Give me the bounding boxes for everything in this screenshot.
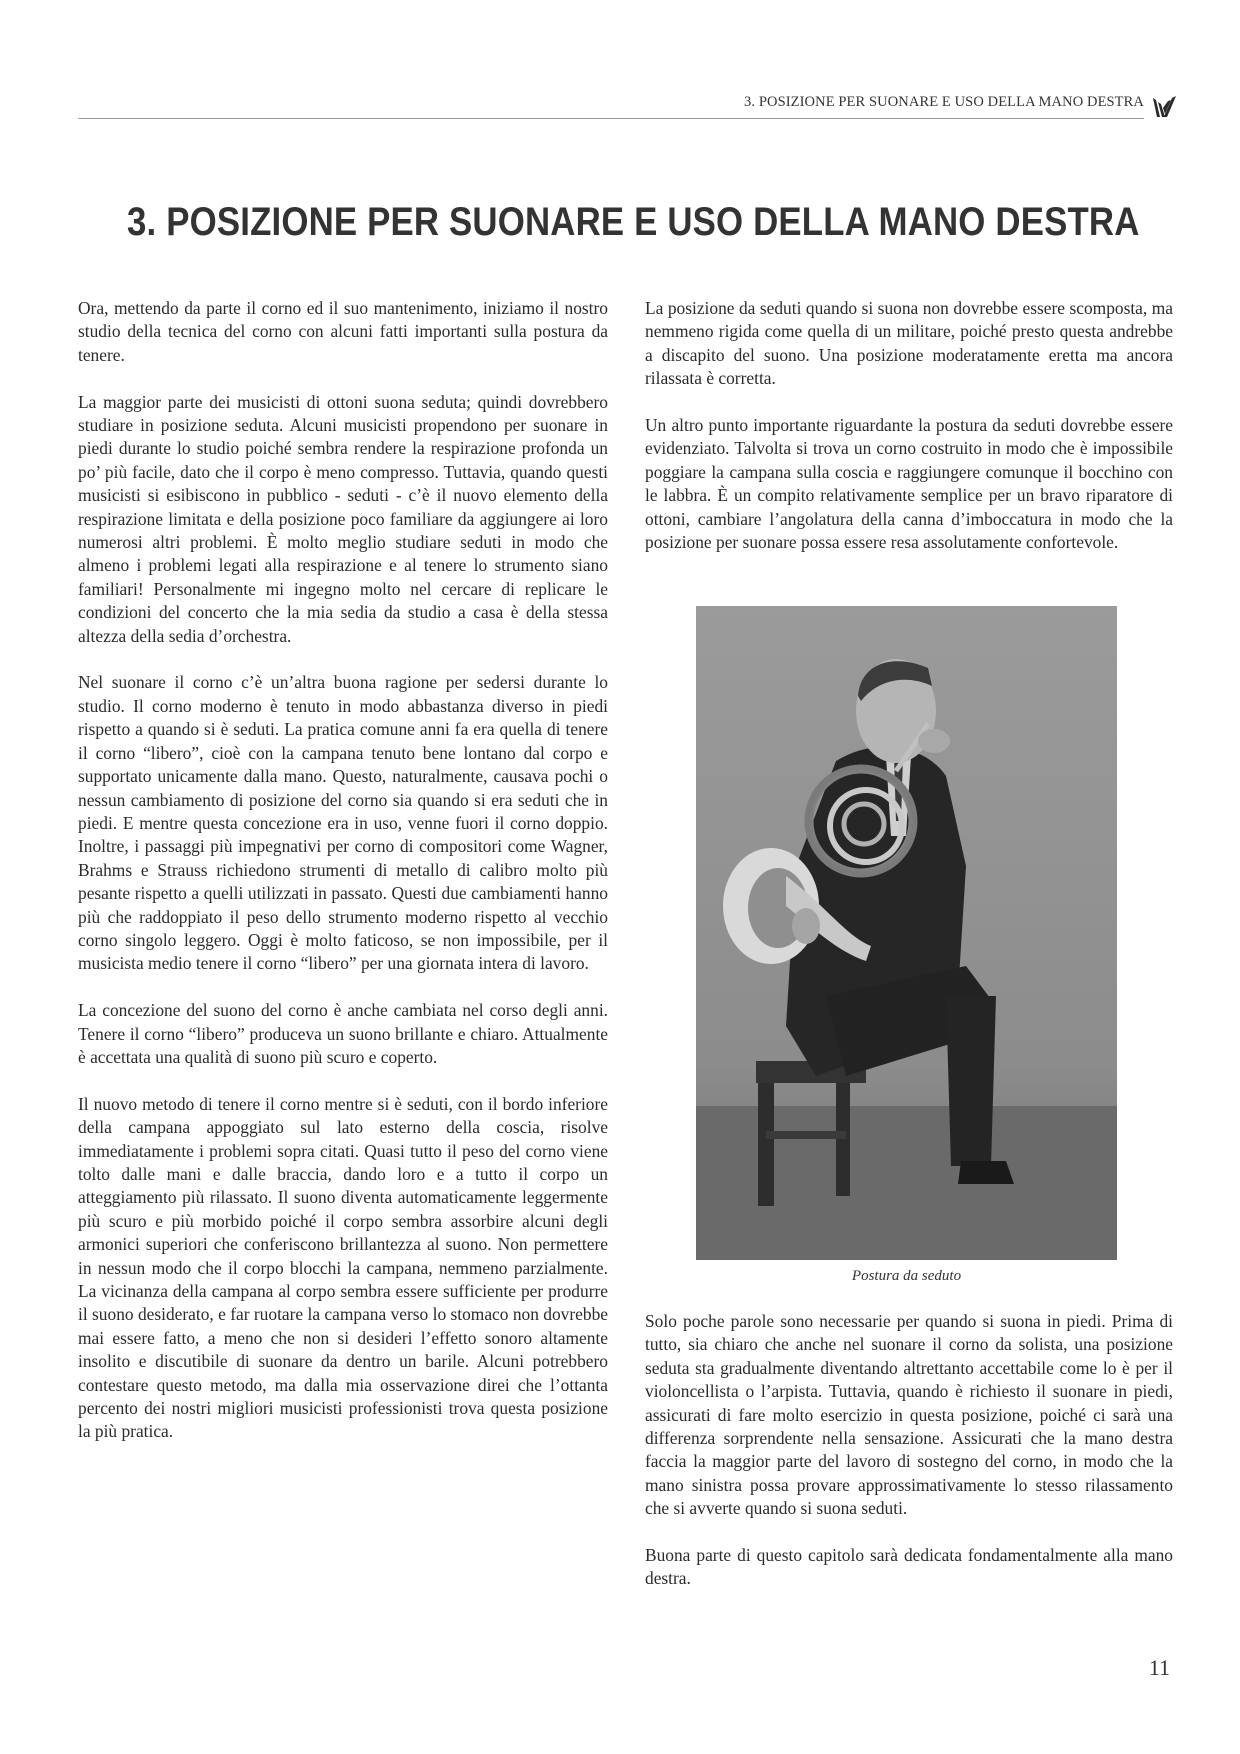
right-column-bottom (645, 1310, 1173, 1614)
paragraph: La concezione del suono del corno è anche cambiata nel corso degli anni. Tenere il corno “libero” produceva un suono brillante e chiaro. Attualmente è accettata una qualità di suono più scuro e coperto. (78, 1000, 608, 1067)
paragraph: Buona parte di questo capitolo sarà dedicata fondamentalmente alla mano destra. (645, 1545, 1173, 1589)
running-header (78, 92, 1144, 119)
paragraph: La maggior parte dei musicisti di ottoni suona seduta; quindi dovrebbero studiare in posizione seduta. Alcuni musicisti propendono per suonare in piedi durante lo studio poiché sembra rendere la respirazione profonda un po’ più facile, dato che il corpo è meno compresso. Tuttavia, quando questi musicisti si esibiscono in pubblico - seduti - c’è il nuovo elemento della respirazione limitata e della posizione poco familiare da aggiungere ai loro numerosi altri problemi. È molto meglio studiare seduti in modo che almeno i problemi legati alla respirazione e al tenere lo strumento siano familiari! Personalmente mi ingegno molto nel cercare di replicare le condizioni del concerto che la mia sedia da studio a casa è della stessa altezza della sedia d’orchestra. (78, 391, 608, 646)
seated-horn-player-photo (696, 606, 1117, 1260)
paragraph: La posizione da seduti quando si suona non dovrebbe essere scomposta, ma nemmeno rigida come quella di un militare, poiché presto questa andrebbe a discapito del suono. Una posizione moderatamente eretta ma ancora rilassata è corretta. (645, 298, 1173, 389)
paragraph: Il nuovo metodo di tenere il corno mentre si è seduti, con il bordo inferiore della campana appoggiato sul lato esterno della coscia, risolve immediatamente i problemi sopra citati. Quasi tutto il peso del corno viene tolto dalle mani e dalle braccia, dando loro e a tutto il corpo un atteggiamento più rilassato. Il suono diventa automaticamente leggermente più scuro e più morbido poiché il corpo sembra assorbire alcuni degli armonici superiori che conferiscono brillantezza al suono. Non permettere in nessun modo che il corpo blocchi la campana, nemmeno parzialmente. La vicinanza della campana al corpo sembra essere sufficiente per produrre il suono desiderato, e far ruotare la campana verso lo stomaco non dovrebbe mai essere fatto, a meno che non si desideri l’effetto sonoro altamente insolito e discutibile di suonare da dentro un barile. Alcuni potrebbero contestare questo metodo, ma dalla mia osservazione direi che l’ottanta percento dei nostri migliori musicisti professionisti trova questa posizione la più pratica. (78, 1093, 608, 1442)
paragraph: Solo poche parole sono necessarie per quando si suona in piedi. Prima di tutto, sia chiaro che anche nel suonare il corno da solista, una posizione seduta sta gradualmente diventando altrettanto accettabile come lo è per il violoncellista o l’arpista. Tuttavia, quando è richiesto il suonare in piedi, assicurati di fare molto esercizio in questa posizione, poiché ci sarà una differenza sorprendente nella sensazione. Assicurati che la mano destra faccia la maggior parte del lavoro di sostegno del corno, in modo che la mano sinistra possa provare approssimativamente lo stesso rilassamento che si avverte quando si suona seduti. (645, 1311, 1173, 1519)
chapter-title: 3. POSIZIONE PER SUONARE E USO DELLA MANO DESTRA (127, 200, 1140, 244)
right-column-top (645, 297, 1173, 578)
running-title: 3. POSIZIONE PER SUONARE E USO DELLA MANO DESTRA (744, 94, 1144, 110)
page-number: 11 (1148, 1655, 1170, 1680)
paragraph: Un altro punto importante riguardante la postura da seduti dovrebbe essere evidenziato. Talvolta si trova un corno costruito in modo che è impossibile poggiare la campana sulla coscia e raggiungere comunque il bocchino con le labbra. È un compito relativamente semplice per un bravo riparatore di ottoni, cambiare l’angolatura della canna d’imboccatura in modo che la posizione per suonare possa essere resa assolutamente confortevole. (645, 415, 1173, 553)
left-column (78, 297, 608, 1467)
paragraph: Nel suonare il corno c’è un’altra buona ragione per sedersi durante lo studio. Il corno moderno è tenuto in modo abbastanza diverso in piedi rispetto a quando si è seduti. La pratica comune anni fa era quella di tenere il corno “libero”, cioè con la campana tenuto bene lontano dal corpo e supportato unicamente dalla mano. Questo, naturalmente, causava pochi o nessun cambiamento di posizione del corno sia quando si era seduti che in piedi. E mentre questa concezione era in uso, venne fuori il corno doppio. Inoltre, i passaggi più impegnativi per corno di compositori come Wagner, Brahms e Strauss richiedono strumenti di metallo di calibro molto più pesante rispetto a quelli utilizzati in passato. Questi due cambiamenti hanno più che raddoppiato il peso dello strumento moderno rispetto al vecchio corno singolo leggero. Oggi è molto faticoso, se non impossibile, per il musicista medio tenere il corno “libero” per una giornata intera di lavoro. (78, 672, 608, 974)
publisher-logo-icon (1152, 94, 1178, 118)
paragraph: Ora, mettendo da parte il corno ed il suo mantenimento, iniziamo il nostro studio della tecnica del corno con alcuni fatti importanti sulla postura da tenere. (78, 298, 608, 365)
figure-caption: Postura da seduto (851, 1268, 962, 1284)
